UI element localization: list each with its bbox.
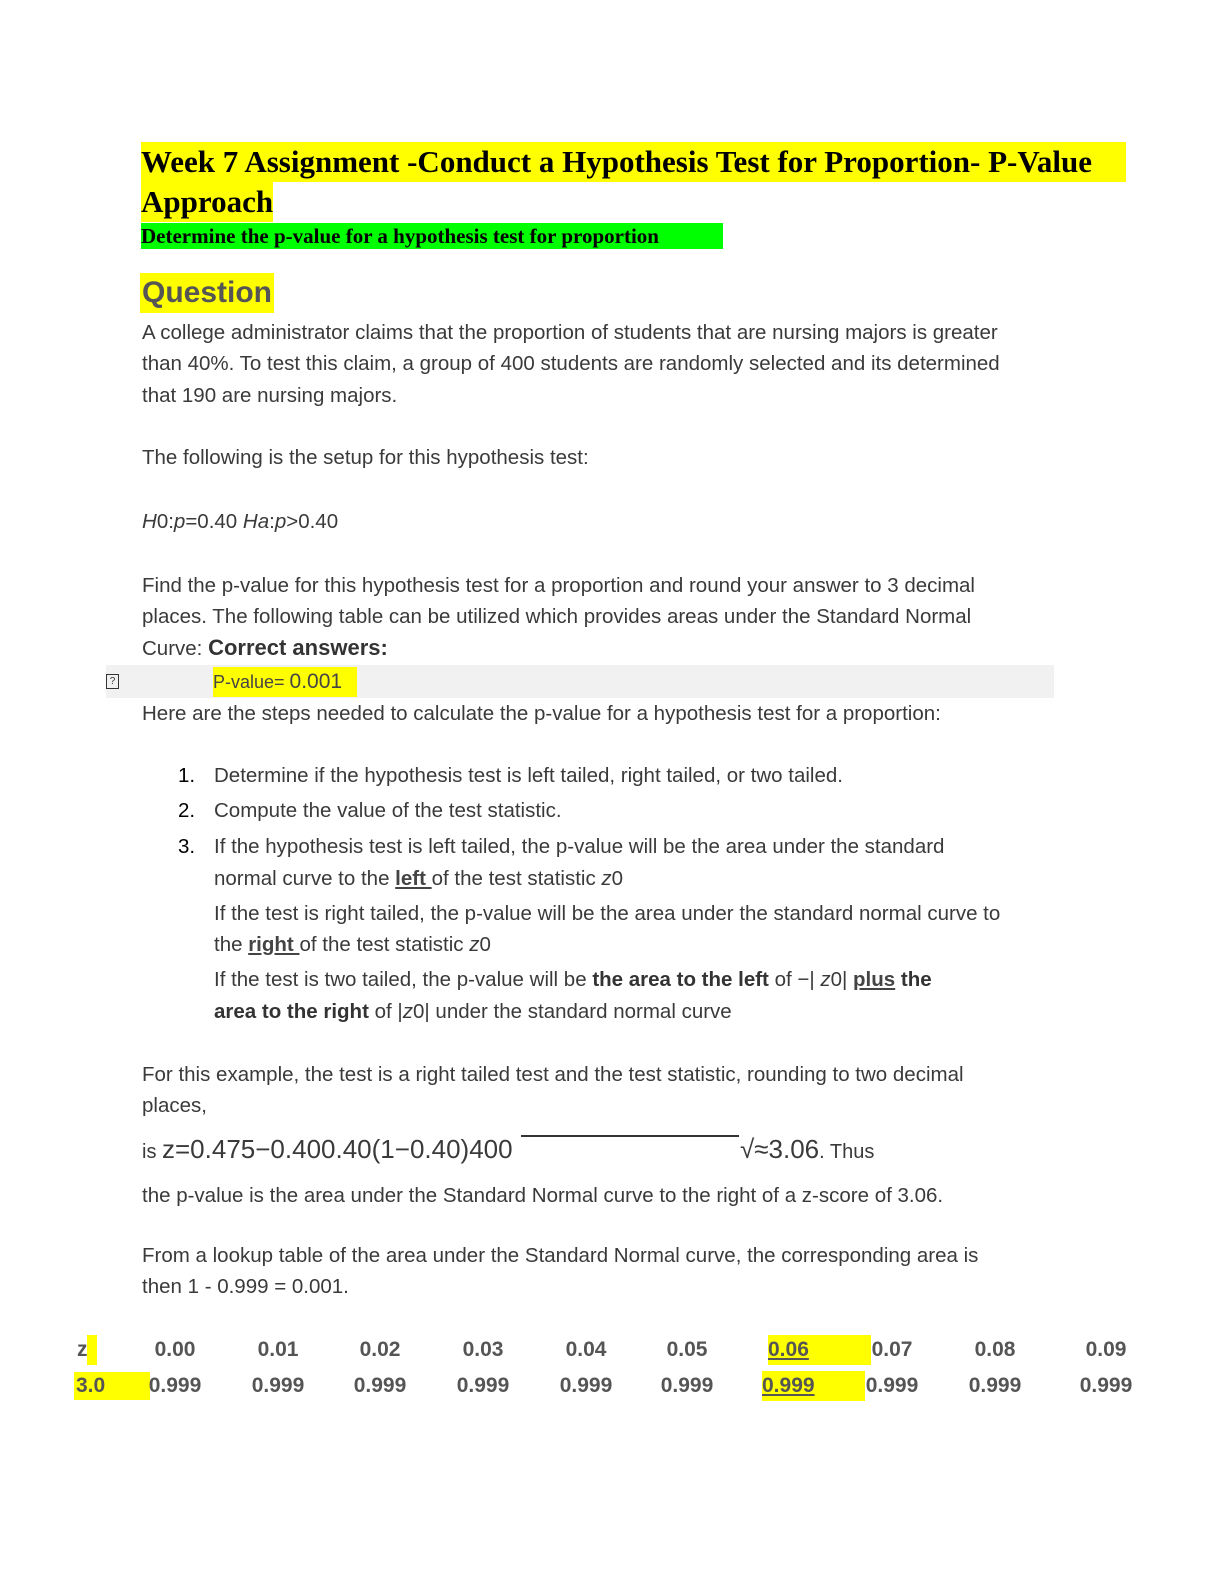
table-header-0.05: 0.05 — [666, 1338, 708, 1361]
table-header-0.07: 0.07 — [871, 1338, 913, 1361]
step-number-3: 3. — [178, 835, 196, 858]
question-text-line2: than 40%. To test this claim, a group of 400 students are randomly selected and its determined — [142, 352, 1000, 375]
step-text-3-line1: If the hypothesis test is left tailed, the p-value will be the area under the standard — [214, 835, 945, 858]
ha-value: >0.40 — [286, 510, 339, 533]
table-header-0.03: 0.03 — [462, 1338, 504, 1361]
example-line4: the p-value is the area under the Standard Normal curve to the right of a z-score of 3.06. — [142, 1184, 944, 1207]
page-title-line1: Week 7 Assignment -Conduct a Hypothesis Test for Proportion- P-Value — [141, 142, 1126, 182]
right-keyword: right — [248, 933, 300, 956]
formula-is: is — [142, 1141, 162, 1163]
correct-answers-label: Correct answers: — [208, 635, 388, 660]
h0-p: p — [173, 510, 186, 533]
two-tail-line2 — [214, 996, 732, 1027]
page-subtitle: Determine the p-value for a hypothesis test for proportion — [141, 223, 723, 249]
table-header-0.08: 0.08 — [974, 1338, 1016, 1361]
table-header-0.01: 0.01 — [257, 1338, 299, 1361]
sqrt-overbar — [521, 1135, 739, 1137]
question-text-line3: that 190 are nursing majors. — [142, 384, 398, 407]
formula-result — [740, 1131, 874, 1172]
right-tail-line2 — [214, 929, 491, 960]
setup-intro: The following is the setup for this hypothesis test: — [142, 446, 589, 469]
formula-thus: . Thus — [819, 1141, 875, 1163]
table-value-0.00: 0.999 — [148, 1374, 202, 1397]
step-number-2: 2. — [178, 799, 196, 822]
answer-value-box — [213, 667, 357, 697]
left-post: of the test statistic — [431, 867, 602, 890]
two-mid: of −| — [768, 968, 821, 991]
two-the: the — [895, 968, 932, 991]
table-value-0.06: 0.999 — [762, 1371, 865, 1401]
h0-value: =0.40 — [185, 510, 243, 533]
example-line2: places, — [142, 1094, 207, 1117]
h0-symbol: H — [142, 510, 157, 533]
table-header-0.00: 0.00 — [154, 1338, 196, 1361]
p-value-answer: 0.001 — [289, 670, 343, 693]
formula-line — [142, 1131, 513, 1172]
table-header-0.06: 0.06 — [768, 1335, 871, 1365]
table-value-0.04: 0.999 — [559, 1374, 613, 1397]
find-text-line1: Find the p-value for this hypothesis test for a proportion and round your answer to 3 decimal — [142, 574, 975, 597]
lookup-line1: From a lookup table of the area under the Standard Normal curve, the corresponding area is — [142, 1244, 979, 1267]
two-plus: plus — [853, 968, 896, 991]
table-value-0.09: 0.999 — [1079, 1374, 1133, 1397]
hypotheses — [142, 506, 338, 537]
table-value-0.03: 0.999 — [456, 1374, 510, 1397]
left-pre: normal curve to the — [214, 867, 396, 890]
lookup-line2: then 1 - 0.999 = 0.001. — [142, 1275, 349, 1298]
two-mid2: of | — [368, 1000, 403, 1023]
step-text-2: Compute the value of the test statistic. — [214, 799, 562, 822]
right-post: of the test statistic — [299, 933, 470, 956]
step-text-1: Determine if the hypothesis test is left tailed, right tailed, or two tailed. — [214, 764, 843, 787]
right-tail-line1: If the test is right tailed, the p-value will be the area under the standard normal curve to — [214, 902, 1001, 925]
table-value-0.01: 0.999 — [251, 1374, 305, 1397]
question-text-line1: A college administrator claims that the proportion of students that are nursing majors is greater — [142, 321, 998, 344]
table-header-0.02: 0.02 — [359, 1338, 401, 1361]
two-tail-line1 — [214, 964, 932, 995]
ha-p: p — [274, 510, 287, 533]
formula-expression: z=0.475−0.400.40(1−0.40)400 — [162, 1134, 513, 1164]
table-header-0.09: 0.09 — [1085, 1338, 1127, 1361]
table-row-label: 3.0 — [74, 1372, 150, 1400]
two-z2: z — [402, 1000, 413, 1023]
page-title-line2: Approach — [141, 182, 273, 222]
left-keyword: left — [395, 867, 432, 890]
left-z: z — [601, 867, 612, 890]
table-value-0.08: 0.999 — [968, 1374, 1022, 1397]
table-value-0.05: 0.999 — [660, 1374, 714, 1397]
p-value-label: P-value= — [213, 672, 290, 692]
two-z: z — [820, 968, 831, 991]
right-zero: 0 — [479, 933, 491, 956]
right-z: z — [469, 933, 480, 956]
curve-text: Curve: — [142, 637, 209, 660]
two-pre: If the test is two tailed, the p-value will be — [214, 968, 593, 991]
two-area-left: the area to the left — [592, 968, 769, 991]
ha-colon: : — [269, 510, 275, 533]
two-area-right: area to the right — [214, 1000, 369, 1023]
ha-symbol: Ha — [242, 510, 270, 533]
table-value-0.02: 0.999 — [353, 1374, 407, 1397]
step-text-3-line2 — [214, 863, 623, 894]
table-header-z: z — [74, 1335, 100, 1365]
example-line1: For this example, the test is a right tailed test and the test statistic, rounding to two decimal — [142, 1063, 964, 1086]
two-after2: 0| under the standard normal curve — [413, 1000, 732, 1023]
answer-flag-icon: ? — [106, 674, 119, 689]
formula-sqrt-result: √≈3.06 — [740, 1134, 820, 1164]
left-zero: 0 — [611, 867, 624, 890]
find-text-line2: places. The following table can be utilized which provides areas under the Standard Normal — [142, 605, 972, 628]
h0-sub: 0: — [156, 510, 174, 533]
question-heading: Question — [140, 273, 274, 313]
table-value-0.07: 0.999 — [865, 1374, 919, 1397]
table-header-0.04: 0.04 — [565, 1338, 607, 1361]
two-after: 0| — [830, 968, 854, 991]
step-number-1: 1. — [178, 764, 196, 787]
right-pre: the — [214, 933, 249, 956]
find-text-line3 — [142, 632, 388, 664]
steps-intro: Here are the steps needed to calculate the p-value for a hypothesis test for a proportion: — [142, 702, 941, 725]
